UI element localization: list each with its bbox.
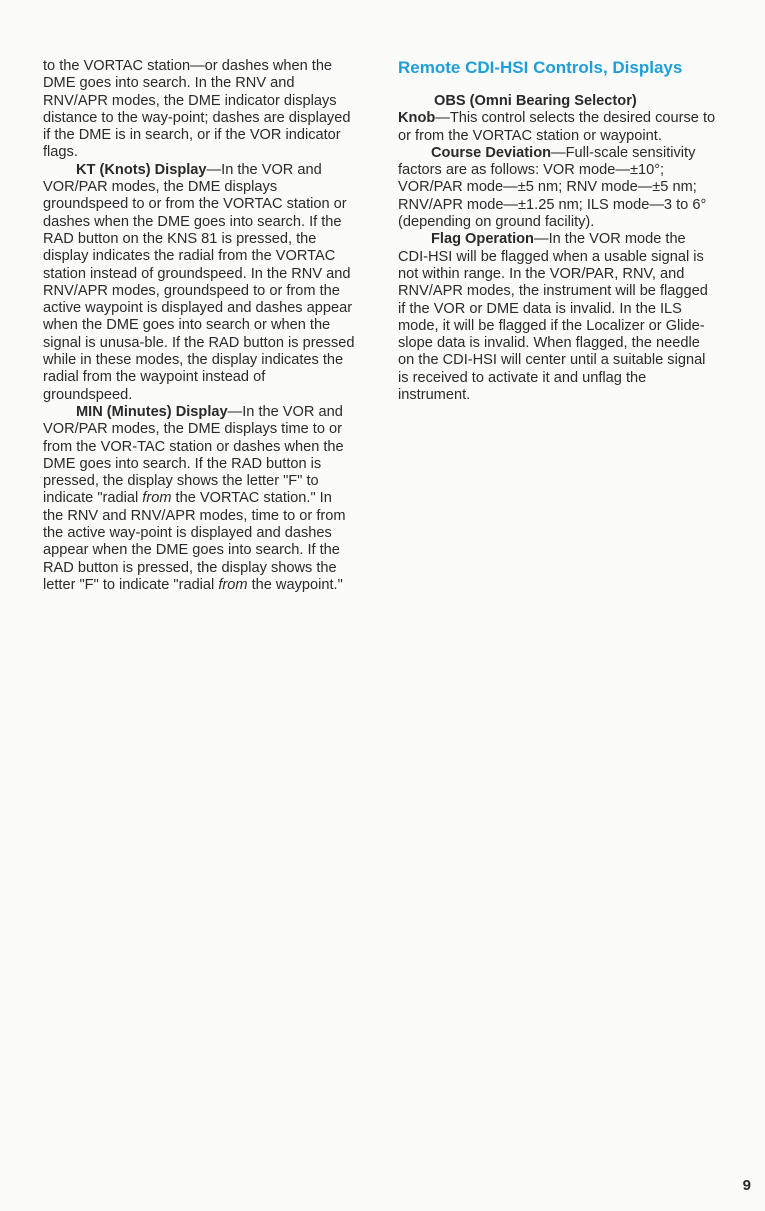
section-heading: Remote CDI-HSI Controls, Displays — [398, 58, 683, 77]
course-deviation-text: —Full-scale sensitivity factors are as follows: VOR mode—±10°; VOR/PAR mode—±5 nm; RNV mode—±5 nm; RNV/APR mode—±1.25 nm; ILS mode—3 to 6° (depending on ground facility). — [398, 144, 707, 231]
knob-text: —This control selects the desired course to or from the VORTAC station or waypoint. — [398, 110, 716, 144]
min-display-text-3: the waypoint." — [247, 576, 343, 593]
min-display-emphasis-2: from — [218, 576, 248, 593]
min-display-paragraph — [43, 404, 355, 594]
flag-operation-text: —In the VOR mode the CDI-HSI will be flagged when a usable signal is not within range. In the VOR/PAR, RNV, and RNV/APR modes, the instrument will be flagged if the VOR or DME data is invalid. In the ILS mode, it will be flagged if the Localizer or Glide-slope data is invalid. When flagged, the needle on the CDI-HSI will center until a suitable signal is received to activate it and unflag the instrument. — [398, 231, 708, 404]
flag-operation-term: Flag Operation — [431, 231, 534, 248]
page-number: 9 — [742, 1177, 751, 1194]
course-deviation-term: Course Deviation — [431, 144, 552, 161]
min-display-text-1: —In the VOR and VOR/PAR modes, the DME displays time to or from the VOR-TAC station or dashes when the DME goes into search. If the RAD button is pressed, the display shows the letter "F" to indicate "radial — [43, 403, 344, 507]
kt-display-text: —In the VOR and VOR/PAR modes, the DME displays groundspeed to or from the VORTAC station or dashes when the DME goes into search. If the RAD button on the KNS 81 is pressed, the display indicates the radial from the VORTAC station instead of groundspeed. In the RNV and RNV/APR modes, groundspeed to or from the active waypoint is displayed and dashes appear when the DME goes into search or when the signal is unusa-ble. If the RAD button is pressed while in these modes, the display indicates the radial from the waypoint instead of groundspeed. — [43, 161, 355, 403]
course-deviation-paragraph — [398, 145, 716, 231]
obs-heading: OBS (Omni Bearing Selector) — [434, 93, 637, 109]
intro-paragraph: to the VORTAC station—or dashes when the DME goes into search. In the RNV and RNV/APR modes, the DME indicator displays distance to the way-point; dashes are displayed if the DME is in search, or if the VOR indicator flags. — [43, 58, 351, 161]
right-column — [398, 58, 716, 404]
min-display-term: MIN (Minutes) Display — [76, 403, 228, 420]
min-display-emphasis-1: from — [142, 490, 172, 507]
flag-operation-paragraph — [398, 231, 716, 404]
kt-display-term: KT (Knots) Display — [76, 161, 207, 178]
left-column — [43, 58, 355, 594]
knob-paragraph — [398, 110, 716, 145]
kt-display-paragraph — [43, 162, 355, 404]
min-display-text-2: the VORTAC station." In the RNV and RNV/APR modes, time to or from the active way-point is displayed and dashes appear when the DME goes into search. If the RAD button is pressed, the display shows the letter "F" to indicate "radial — [43, 490, 346, 593]
knob-term: Knob — [398, 110, 436, 127]
